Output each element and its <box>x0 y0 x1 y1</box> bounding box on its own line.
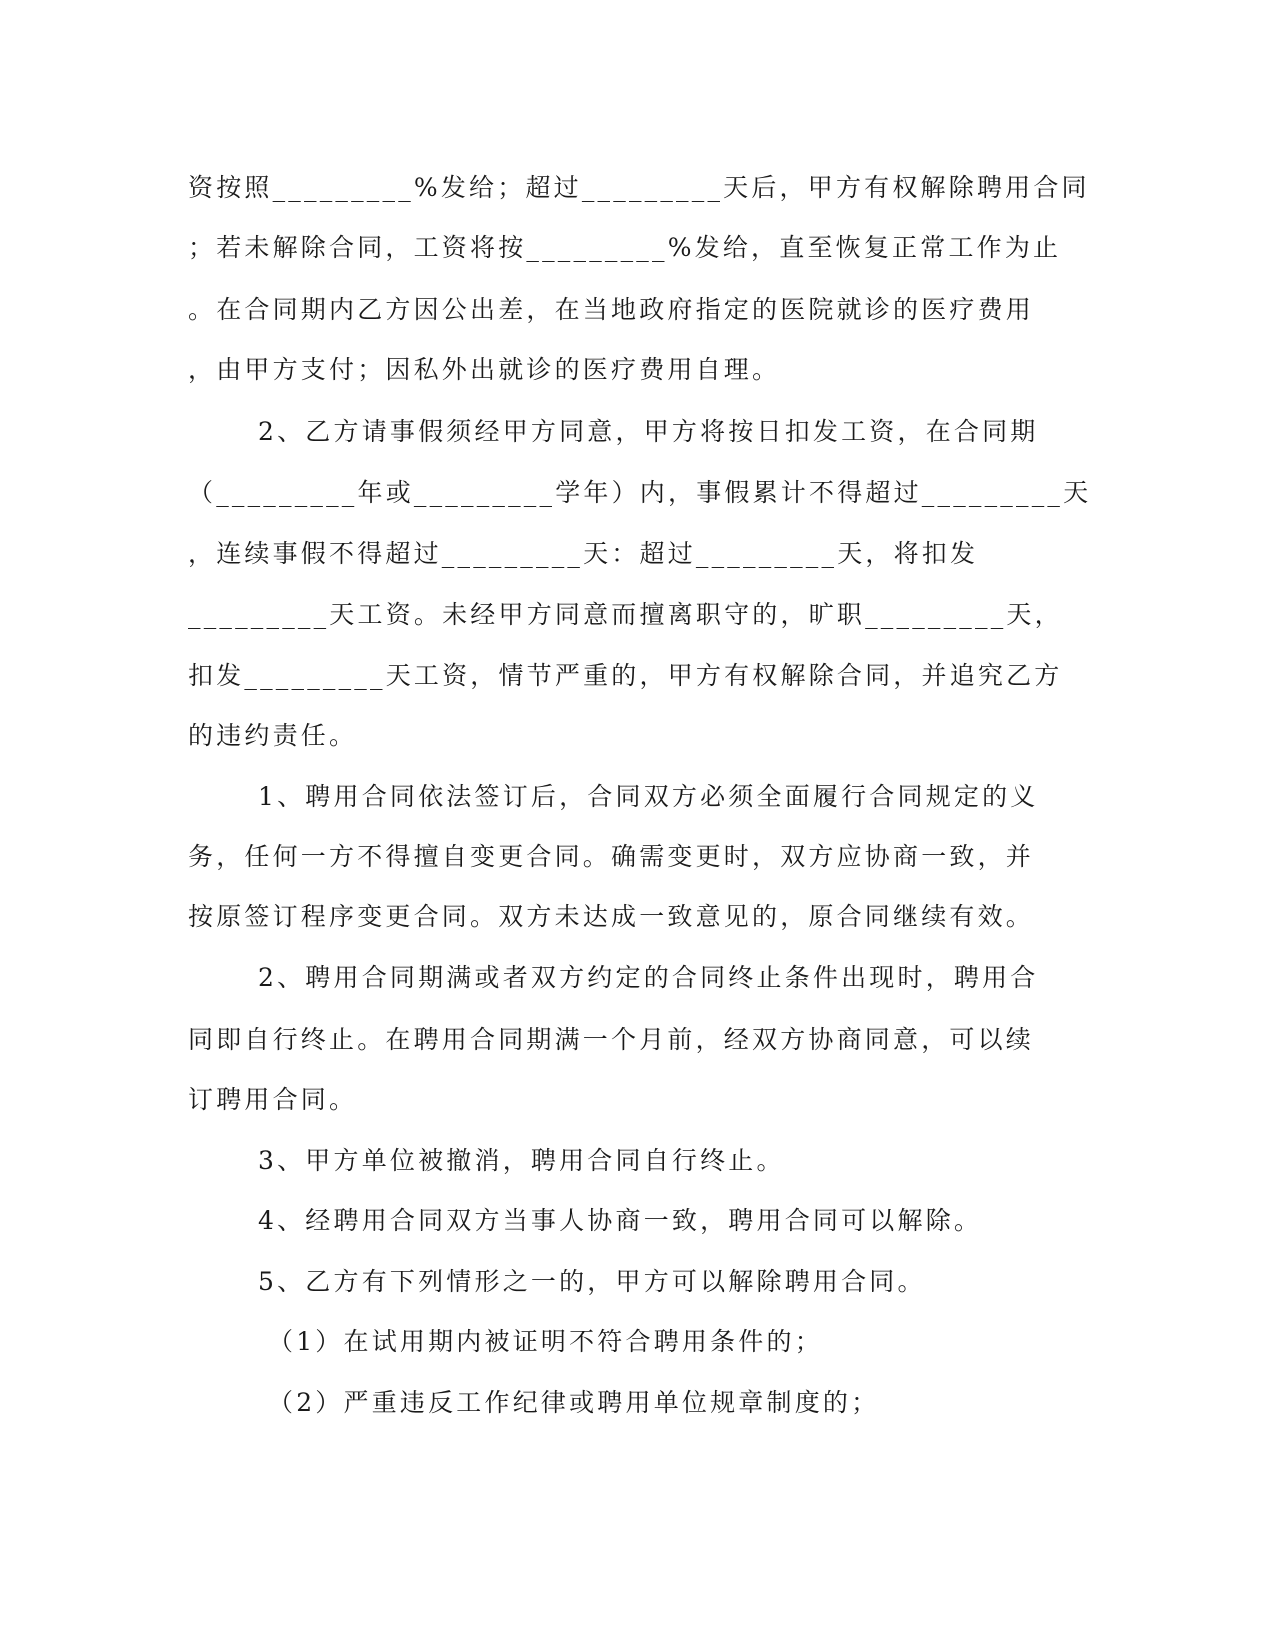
text-line: 资按照_________%发给；超过_________天后，甲方有权解除聘用合同 <box>188 173 1090 202</box>
text-line: （1）在试用期内被证明不符合聘用条件的； <box>268 1327 823 1356</box>
text-line: 3、甲方单位被撤消，聘用合同自行终止。 <box>258 1146 785 1175</box>
text-line: 2、乙方请事假须经甲方同意，甲方将按日扣发工资，在合同期 <box>258 417 1039 446</box>
text-line: 1、聘用合同依法签订后，合同双方必须全面履行合同规定的义 <box>258 782 1039 811</box>
text-line: 4、经聘用合同双方当事人协商一致，聘用合同可以解除。 <box>258 1206 983 1235</box>
text-line: ；若未解除合同，工资将按_________%发给，直至恢复正常工作为止 <box>188 233 1062 262</box>
text-line: 按原签订程序变更合同。双方未达成一致意见的，原合同继续有效。 <box>188 902 1035 931</box>
text-line: 扣发_________天工资，情节严重的，甲方有权解除合同，并追究乙方 <box>188 661 1063 690</box>
text-line: 5、乙方有下列情形之一的，甲方可以解除聘用合同。 <box>258 1267 926 1296</box>
text-line: （2）严重违反工作纪律或聘用单位规章制度的； <box>268 1388 880 1417</box>
text-line: 务，任何一方不得擅自变更合同。确需变更时，双方应协商一致，并 <box>188 842 1035 871</box>
text-line: _________天工资。未经甲方同意而擅离职守的，旷职_________天， <box>188 600 1063 629</box>
text-line: 2、聘用合同期满或者双方约定的合同终止条件出现时，聘用合 <box>258 963 1039 992</box>
text-line: 订聘用合同。 <box>188 1085 358 1114</box>
text-line: ，由甲方支付；因私外出就诊的医疗费用自理。 <box>188 355 781 384</box>
text-line: ，连续事假不得超过_________天：超过_________天，将扣发 <box>188 539 979 568</box>
text-line: 同即自行终止。在聘用合同期满一个月前，经双方协商同意，可以续 <box>188 1025 1035 1054</box>
text-line: （_________年或_________学年）内，事假累计不得超过_________天 <box>188 478 1092 507</box>
text-line: 。在合同期内乙方因公出差，在当地政府指定的医院就诊的医疗费用 <box>188 295 1035 324</box>
text-line: 的违约责任。 <box>188 721 358 750</box>
